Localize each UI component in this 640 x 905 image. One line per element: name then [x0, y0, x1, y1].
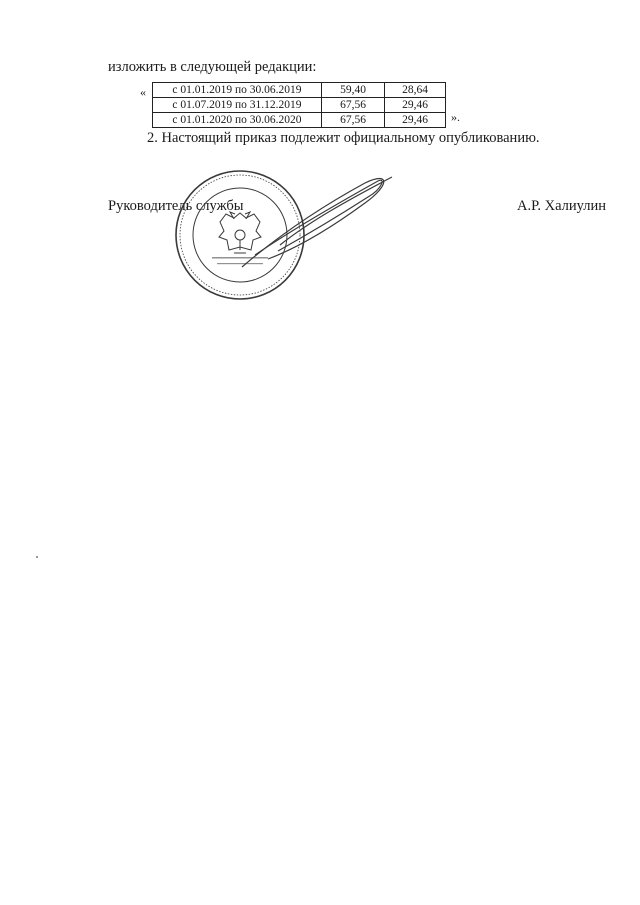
value-cell: 67,56 — [322, 113, 385, 128]
period-cell: с 01.01.2019 по 30.06.2019 — [153, 83, 322, 98]
value-cell: 28,64 — [385, 83, 446, 98]
closing-quote: ». — [451, 110, 460, 124]
value-cell: 29,46 — [385, 98, 446, 113]
value-cell: 59,40 — [322, 83, 385, 98]
table-row — [153, 113, 446, 128]
seal-outer-ring — [176, 171, 304, 299]
value-cell: 29,46 — [385, 113, 446, 128]
seal-dotted-ring — [180, 175, 300, 295]
item-2-text: 2. Настоящий приказ подлежит официальному опубликованию. — [147, 130, 540, 146]
table-row — [153, 83, 446, 98]
official-seal-stamp — [160, 155, 400, 315]
scan-speck — [36, 556, 38, 558]
period-cell: с 01.01.2020 по 30.06.2020 — [153, 113, 322, 128]
intro-line: изложить в следующей редакции: — [108, 59, 317, 75]
signatory-name: А.Р. Халиулин — [517, 198, 606, 214]
opening-quote: « — [140, 85, 146, 99]
handwritten-signature — [242, 177, 392, 267]
signatory-title: Руководитель службы — [108, 198, 244, 214]
value-cell: 67,56 — [322, 98, 385, 113]
seal-emblem-icon — [219, 212, 261, 253]
period-cell: с 01.07.2019 по 31.12.2019 — [153, 98, 322, 113]
tariff-table — [152, 82, 446, 128]
table-row — [153, 98, 446, 113]
